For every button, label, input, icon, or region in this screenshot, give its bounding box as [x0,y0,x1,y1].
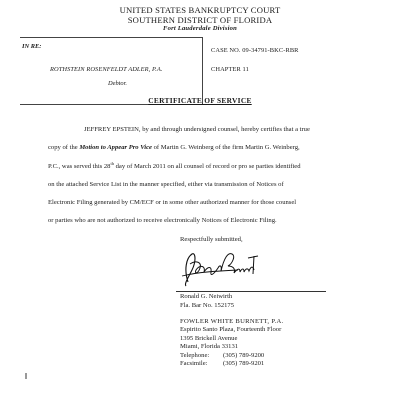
firm-telephone [180,352,264,360]
debtor-label: Debtor. [108,80,127,87]
body-text: copy of the [48,144,80,151]
caption-divider [202,37,203,105]
facsimile-number: (305) 789-9201 [223,360,265,367]
caption-top-rule [20,37,202,38]
body-text: of Martin G. Weinberg of the firm Martin G. Weinberg, [151,144,300,151]
body-line-4: on the attached Service List in the manner specified, either via transmission of Notices of [48,181,284,188]
body-text: P.C., was served this 28 [48,163,111,170]
firm-address-2: 1395 Brickell Avenue [180,334,238,342]
telephone-number: (305) 789-9200 [223,351,265,359]
firm-address-1: Espirito Santo Plaza, Fourteenth Floor [180,326,282,334]
firm-name: FOWLER WHITE BURNETT, P.A. [180,318,284,325]
telephone-label: Telephone: [180,351,210,359]
motion-title: Motion to Appear Pro Vice [79,144,152,151]
debtor-name: ROTHSTEIN ROSENFELDT ADLER, P.A. [50,66,163,73]
court-name: UNITED STATES BANKRUPTCY COURT [119,5,281,15]
court-district: SOUTHERN DISTRICT OF FLORIDA [127,15,273,25]
handwritten-signature [178,244,266,290]
document-title: CERTIFICATE OF SERVICE [148,96,252,105]
body-text: day of March 2011 on all counsel of record or pro se parties identified [113,163,301,170]
ordinal-suffix: th [110,160,114,166]
closing: Respectfully submitted, [180,236,243,243]
bar-number: Fla. Bar No. 152175 [180,301,235,309]
in-re-label: IN RE: [22,43,42,50]
body-line-5: Electronic Filing generated by CM/ECF or in some other authorized manner for those counsel [48,199,297,206]
body-line-2 [48,143,360,152]
firm-address-3: Miami, Florida 33131 [180,343,239,351]
body-line-3 [48,162,360,171]
body-line-6: or parties who are not authorized to receive electronically Notices of Electronic Filing. [48,217,277,224]
signature-line [176,291,326,292]
body-text: JEFFREY EPSTEIN, by and through undersigned counsel, hereby certifies that a true [84,126,310,133]
signer-name: Ronald G. Neiwirth [180,293,233,300]
firm-facsimile [180,360,264,368]
case-number: CASE NO. 09-34791-BKC-RBR [211,47,299,54]
facsimile-label: Facsimile: [180,360,208,367]
chapter-label: CHAPTER 11 [211,66,249,73]
court-division: Fort Lauderdale Division [162,25,238,32]
body-line-1 [48,125,360,134]
scan-mark [25,373,27,379]
